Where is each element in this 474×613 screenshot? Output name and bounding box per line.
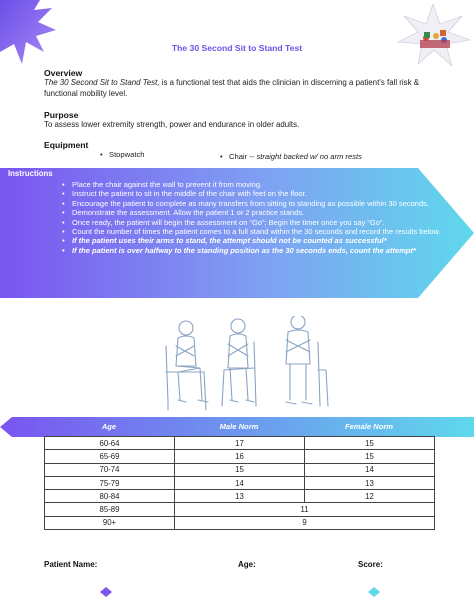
- patient-name-label: Patient Name:: [44, 560, 98, 569]
- female-norm-cell: 14: [305, 463, 435, 476]
- overview-text: [44, 78, 434, 99]
- overview-text-rest: is a functional test that aids the clinician in discerning a patient’s fall risk & functional mobility level.: [44, 78, 420, 98]
- page-title: The 30 Second Sit to Stand Test: [171, 43, 303, 53]
- age-cell: 65-69: [45, 450, 175, 463]
- equipment-heading: Equipment: [44, 140, 89, 150]
- seated-figure: [166, 321, 208, 410]
- score-slider[interactable]: [90, 585, 390, 599]
- instruction-step: • Encourage the patient to complete as many transfers from sitting to standing as possible within 30 seconds.: [66, 199, 446, 208]
- rising-figure: [222, 319, 256, 406]
- male-norm-cell: 13: [175, 490, 305, 503]
- instruction-step: • Instruct the patient to sit in the middle of the chair with feet on the floor.: [66, 189, 446, 198]
- instructions-heading: Instructions: [8, 169, 53, 178]
- instruction-note: • If the patient is over halfway to the standing position as the 30 seconds ends, count the attempt*: [66, 246, 446, 255]
- male-norm-cell: 14: [175, 476, 305, 489]
- male-norm-cell: 16: [175, 450, 305, 463]
- table-row: [45, 450, 435, 463]
- equipment-item-stopwatch: • Stopwatch: [100, 150, 145, 159]
- male-norm-cell: 17: [175, 437, 305, 450]
- table-row: [45, 516, 435, 529]
- table-row: [45, 463, 435, 476]
- age-cell: 90+: [45, 516, 175, 529]
- norms-header-female: Female Norm: [344, 422, 394, 431]
- age-cell: 70-74: [45, 463, 175, 476]
- norms-header-male: Male Norm: [219, 422, 259, 431]
- male-norm-cell: 15: [175, 463, 305, 476]
- logo-star-image: [396, 4, 470, 66]
- age-cell: 85-89: [45, 503, 175, 516]
- combined-norm-cell: 9: [175, 516, 435, 529]
- slider-right-handle-icon[interactable]: [368, 587, 380, 597]
- female-norm-cell: 12: [305, 490, 435, 503]
- instructions-list: [66, 180, 446, 255]
- instruction-step: • Count the number of times the patient comes to a full stand within the 30 seconds and record the results below.: [66, 227, 446, 236]
- equipment-item-label: Chair --: [229, 152, 257, 161]
- instruction-step: • Demonstrate the assessment. Allow the patient 1 or 2 practice stands.: [66, 208, 446, 217]
- instruction-step: • Place the chair against the wall to prevent it from moving.: [66, 180, 446, 189]
- table-row: [45, 490, 435, 503]
- slider-left-handle-icon[interactable]: [100, 587, 112, 597]
- equipment-item-chair: • Chair -- straight backed w/ no arm rests: [220, 152, 362, 161]
- equipment-item-detail: straight backed w/ no arm rests: [256, 152, 362, 161]
- instruction-step: • Once ready, the patient will begin the assessment on “Go”; Begin the timer once you say “Go”.: [66, 218, 446, 227]
- sit-to-stand-illustration: [158, 316, 338, 414]
- female-norm-cell: 15: [305, 437, 435, 450]
- purpose-text: To assess lower extremity strength, power and endurance in older adults.: [44, 120, 300, 129]
- standing-figure: [286, 316, 328, 406]
- table-row: [45, 503, 435, 516]
- overview-heading: Overview: [44, 68, 83, 78]
- age-cell: 80-84: [45, 490, 175, 503]
- score-label: Score:: [358, 560, 383, 569]
- table-row: [45, 437, 435, 450]
- age-cell: 75-79: [45, 476, 175, 489]
- purpose-heading: Purpose: [44, 110, 79, 120]
- equipment-item-label: Stopwatch: [109, 150, 145, 159]
- female-norm-cell: 13: [305, 476, 435, 489]
- female-norm-cell: 15: [305, 450, 435, 463]
- instruction-note: • If the patient uses their arms to stand, the attempt should not be counted as successful*: [66, 236, 446, 245]
- combined-norm-cell: 11: [175, 503, 435, 516]
- overview-text-italic: The 30 Second Sit to Stand Test,: [44, 78, 160, 87]
- age-label: Age:: [238, 560, 256, 569]
- table-row: [45, 476, 435, 489]
- age-cell: 60-64: [45, 437, 175, 450]
- corner-star-decoration: [0, 0, 60, 70]
- norms-table: [44, 436, 435, 530]
- norms-header-age: Age: [101, 422, 117, 431]
